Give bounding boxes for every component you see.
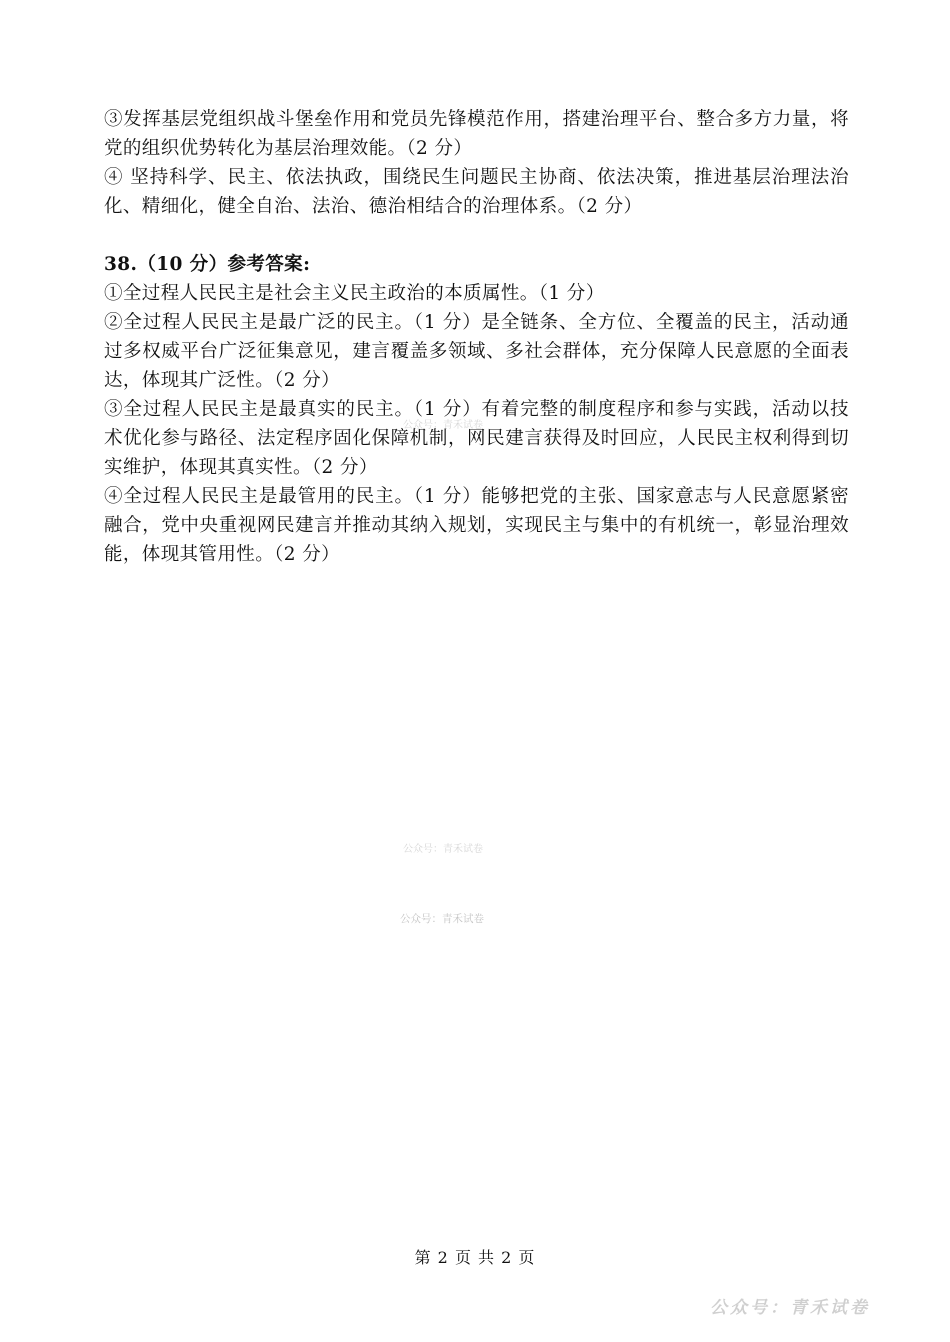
answer-38-item-2: ②全过程人民民主是最广泛的民主。（1 分）是全链条、全方位、全覆盖的民主，活动通过多权威平台广泛征集意见，建言覆盖多领域、多社会群体，充分保障人民意愿的全面表达，体现其广泛性。（2 分） <box>104 312 849 391</box>
answer-37-item-4: ④ 坚持科学、民主、依法执政，围绕民生问题民主协商、依法决策，推进基层治理法治化、精细化，健全自治、法治、德治相结合的治理体系。（2 分） <box>104 167 849 217</box>
question-38-heading: 38.（10 分）参考答案: <box>104 254 311 275</box>
answer-38-item-4: ④全过程人民民主是最管用的民主。（1 分）能够把党的主张、国家意志与人民意愿紧密融合，党中央重视网民建言并推动其纳入规划，实现民主与集中的有机统一，彰显治理效能，体现其管用性。（2 分） <box>104 486 849 565</box>
corner-watermark: 公众号：青禾试卷 <box>710 1298 870 1318</box>
answer-38-item-3: ③全过程人民民主是最真实的民主。（1 分）有着完整的制度程序和参与实践，活动以技术优化参与路径、法定程序固化保障机制，网民建言获得及时回应，人民民主权利得到切实维护，体现其真实性。（2 分） <box>104 399 849 478</box>
watermark-text: 公众号：青禾试卷 <box>403 844 483 855</box>
answer-37-item-3: ③发挥基层党组织战斗堡垒作用和党员先锋模范作用，搭建治理平台、整合多方力量，将党的组织优势转化为基层治理效能。（2 分） <box>104 109 849 159</box>
answer-38-item-1: ①全过程人民民主是社会主义民主政治的本质属性。（1 分） <box>104 283 605 304</box>
section-gap <box>104 221 849 250</box>
page-number-footer: 第 2 页 共 2 页 <box>414 1248 536 1267</box>
answer-content <box>104 105 849 569</box>
watermark-text: 公众号：青禾试卷 <box>403 420 483 431</box>
watermark-text: 公众号：青禾试卷 <box>400 913 484 925</box>
